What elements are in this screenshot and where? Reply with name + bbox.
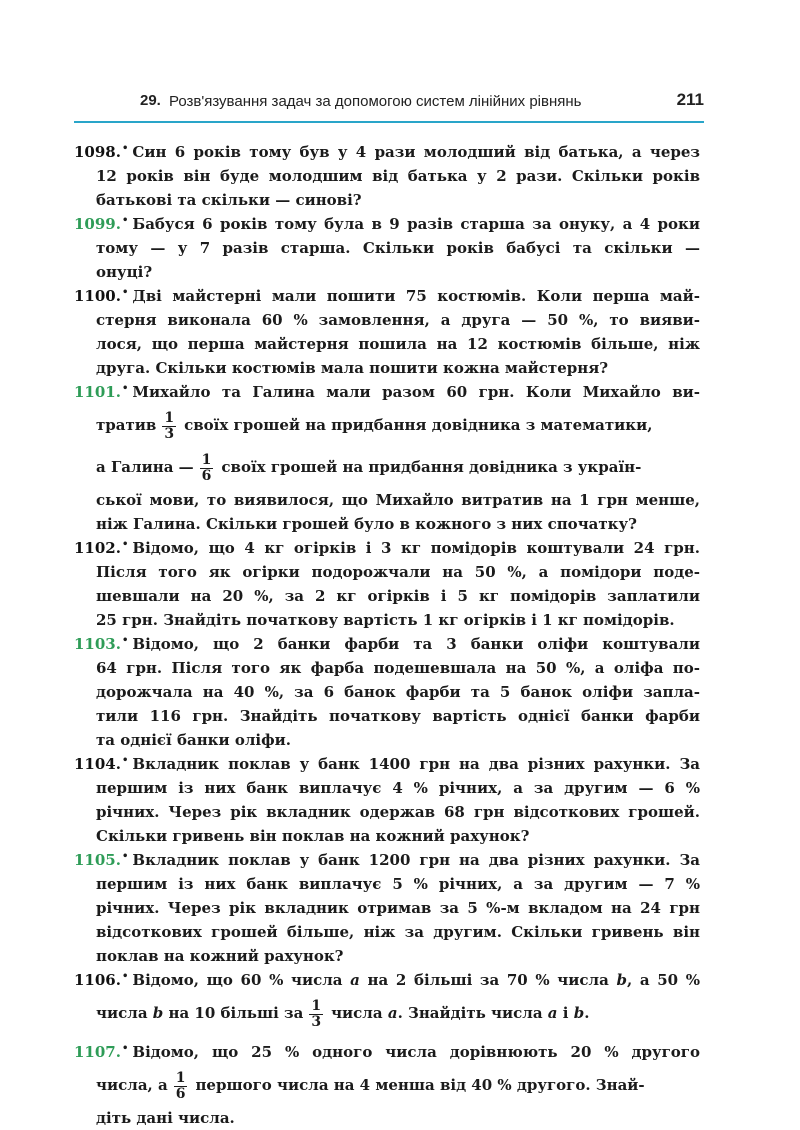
problem-text: першим із них банк виплачує 4 % річних, а за другим — 6 % bbox=[96, 779, 700, 797]
problem-text: числа, а bbox=[96, 1076, 168, 1094]
page-number: 211 bbox=[676, 90, 704, 109]
problem-number: 1098. bbox=[74, 143, 121, 161]
problem-text: Відомо, що 60 % числа bbox=[132, 971, 351, 989]
problem-number: 1107. bbox=[74, 1043, 121, 1061]
fraction-one-sixth: $\frac{1}{6}$ bbox=[201, 451, 212, 484]
problem-number: 1105. bbox=[74, 851, 121, 869]
problem-number: 1103. bbox=[74, 635, 121, 653]
section-number: 29. bbox=[140, 92, 161, 109]
difficulty-star: • bbox=[121, 215, 129, 226]
problem-text: 64 грн. Після того як фарба подешевшала на 50 %, а оліфа по- bbox=[96, 659, 700, 677]
difficulty-star: • bbox=[121, 539, 129, 550]
problem-text: . Знайдіть числа bbox=[397, 1004, 548, 1022]
difficulty-star: • bbox=[121, 851, 129, 862]
variable: a bbox=[350, 971, 360, 989]
problem-text: своїх грошей на придбання довідника з україн- bbox=[221, 458, 642, 476]
problem-text: , а 50 % bbox=[626, 971, 700, 989]
problem-number: 1101. bbox=[74, 383, 121, 401]
problem-text: 12 років він буде молодшим від батька у 2 рази. Скільки років bbox=[96, 167, 700, 185]
problem-text: батькові та скільки — синові? bbox=[96, 191, 362, 209]
problem-1103 bbox=[74, 632, 700, 752]
problem-1107 bbox=[74, 1040, 700, 1130]
problem-text: відсоткових грошей більше, ніж за другим. Скільки гривень він bbox=[96, 923, 700, 941]
problem-1105 bbox=[74, 848, 700, 968]
variable: b bbox=[573, 1004, 585, 1022]
difficulty-star: • bbox=[121, 635, 129, 646]
difficulty-star: • bbox=[121, 971, 129, 982]
problem-text: а Галина — bbox=[96, 458, 194, 476]
problem-text: Син 6 років тому був у 4 рази молодший від батька, а через bbox=[132, 143, 700, 161]
problem-text: Скільки гривень він поклав на кожний рахунок? bbox=[96, 827, 530, 845]
problem-text: онуці? bbox=[96, 263, 153, 281]
problem-number: 1104. bbox=[74, 755, 121, 773]
problem-1101 bbox=[74, 380, 700, 536]
variable: a bbox=[547, 1004, 558, 1022]
problem-text: річних. Через рік вкладник отримав за 5 %-м вкладом на 24 грн bbox=[96, 899, 700, 917]
problem-text: своїх грошей на придбання довідника з математики, bbox=[184, 416, 653, 434]
problem-text: тому — у 7 разів старша. Скільки років бабусі та скільки — bbox=[96, 239, 700, 257]
problem-text: друга. Скільки костюмів мала пошити кожна майстерня? bbox=[96, 359, 609, 377]
problem-1106 bbox=[74, 968, 700, 1034]
problem-text: на 10 більші за bbox=[163, 1004, 304, 1022]
problems-list bbox=[74, 140, 700, 1130]
page-header bbox=[74, 84, 704, 120]
problem-text: числа bbox=[331, 1004, 388, 1022]
section-title: Розв'язування задач за допомогою систем лінійних рівнянь bbox=[169, 93, 582, 110]
difficulty-star: • bbox=[121, 1043, 129, 1054]
problem-1100 bbox=[74, 284, 700, 380]
problem-text: Відомо, що 4 кг огірків і 3 кг помідорів коштували 24 грн. bbox=[132, 539, 700, 557]
problem-text: річних. Через рік вкладник одержав 68 грн відсоткових грошей. bbox=[96, 803, 700, 821]
problem-text: стерня виконала 60 % замовлення, а друга — 50 %, то вияви- bbox=[96, 311, 700, 329]
fraction-one-sixth: $\frac{1}{6}$ bbox=[175, 1069, 186, 1102]
problem-text: лося, що перша майстерня пошила на 12 костюмів більше, ніж bbox=[96, 335, 700, 353]
header-rule bbox=[74, 121, 704, 123]
problem-text: першого числа на 4 менша від 40 % другого. Знай- bbox=[195, 1076, 645, 1094]
problem-text: ської мови, то виявилося, що Михайло витратив на 1 грн менше, bbox=[96, 491, 700, 509]
problem-text: Відомо, що 2 банки фарби та 3 банки оліфи коштували bbox=[132, 635, 700, 653]
problem-number: 1106. bbox=[74, 971, 121, 989]
variable: a bbox=[387, 1004, 398, 1022]
problem-text: тили 116 грн. Знайдіть початкову вартість однієї банки фарби bbox=[96, 707, 700, 725]
problem-number: 1100. bbox=[74, 287, 121, 305]
problem-text: першим із них банк виплачує 5 % річних, а за другим — 7 % bbox=[96, 875, 700, 893]
problem-1102 bbox=[74, 536, 700, 632]
problem-text: Дві майстерні мали пошити 75 костюмів. Коли перша май- bbox=[132, 287, 700, 305]
problem-text: Відомо, що 25 % одного числа дорівнюють 20 % другого bbox=[132, 1043, 700, 1061]
problem-number: 1099. bbox=[74, 215, 121, 233]
problem-text: та однієї банки оліфи. bbox=[96, 731, 292, 749]
problem-text: Бабуся 6 років тому була в 9 разів старша за онуку, а 4 роки bbox=[132, 215, 700, 233]
variable: b bbox=[152, 1004, 164, 1022]
problem-text: і bbox=[557, 1004, 574, 1022]
problem-text: на 2 більші за 70 % числа bbox=[359, 971, 617, 989]
difficulty-star: • bbox=[121, 287, 129, 298]
problem-number: 1102. bbox=[74, 539, 121, 557]
problem-text: Вкладник поклав у банк 1400 грн на два різних рахунки. За bbox=[132, 755, 700, 773]
problem-text: 25 грн. Знайдіть початкову вартість 1 кг огірків і 1 кг помідорів. bbox=[96, 611, 675, 629]
problem-text: тратив bbox=[96, 416, 157, 434]
problem-text: числа bbox=[96, 1004, 153, 1022]
difficulty-star: • bbox=[121, 383, 129, 394]
problem-text: . bbox=[584, 1004, 590, 1022]
problem-1099 bbox=[74, 212, 700, 284]
problem-text: поклав на кожний рахунок? bbox=[96, 947, 344, 965]
problem-text: Вкладник поклав у банк 1200 грн на два різних рахунки. За bbox=[132, 851, 700, 869]
problem-text: ніж Галина. Скільки грошей було в кожного з них спочатку? bbox=[96, 515, 637, 533]
fraction-one-third: $\frac{1}{3}$ bbox=[311, 997, 322, 1030]
problem-1098 bbox=[74, 140, 700, 212]
difficulty-star: • bbox=[121, 755, 129, 766]
problem-text: діть дані числа. bbox=[96, 1109, 235, 1127]
fraction-one-third: $\frac{1}{3}$ bbox=[164, 409, 175, 442]
problem-text: шевшали на 20 %, за 2 кг огірків і 5 кг помідорів заплатили bbox=[96, 587, 700, 605]
variable: b bbox=[616, 971, 627, 989]
problem-text: Михайло та Галина мали разом 60 грн. Коли Михайло ви- bbox=[132, 383, 700, 401]
difficulty-star: • bbox=[121, 143, 129, 154]
problem-1104 bbox=[74, 752, 700, 848]
problem-text: дорожчала на 40 %, за 6 банок фарби та 5 банок оліфи запла- bbox=[96, 683, 700, 701]
problem-text: Після того як огірки подорожчали на 50 %, а помідори поде- bbox=[96, 563, 700, 581]
